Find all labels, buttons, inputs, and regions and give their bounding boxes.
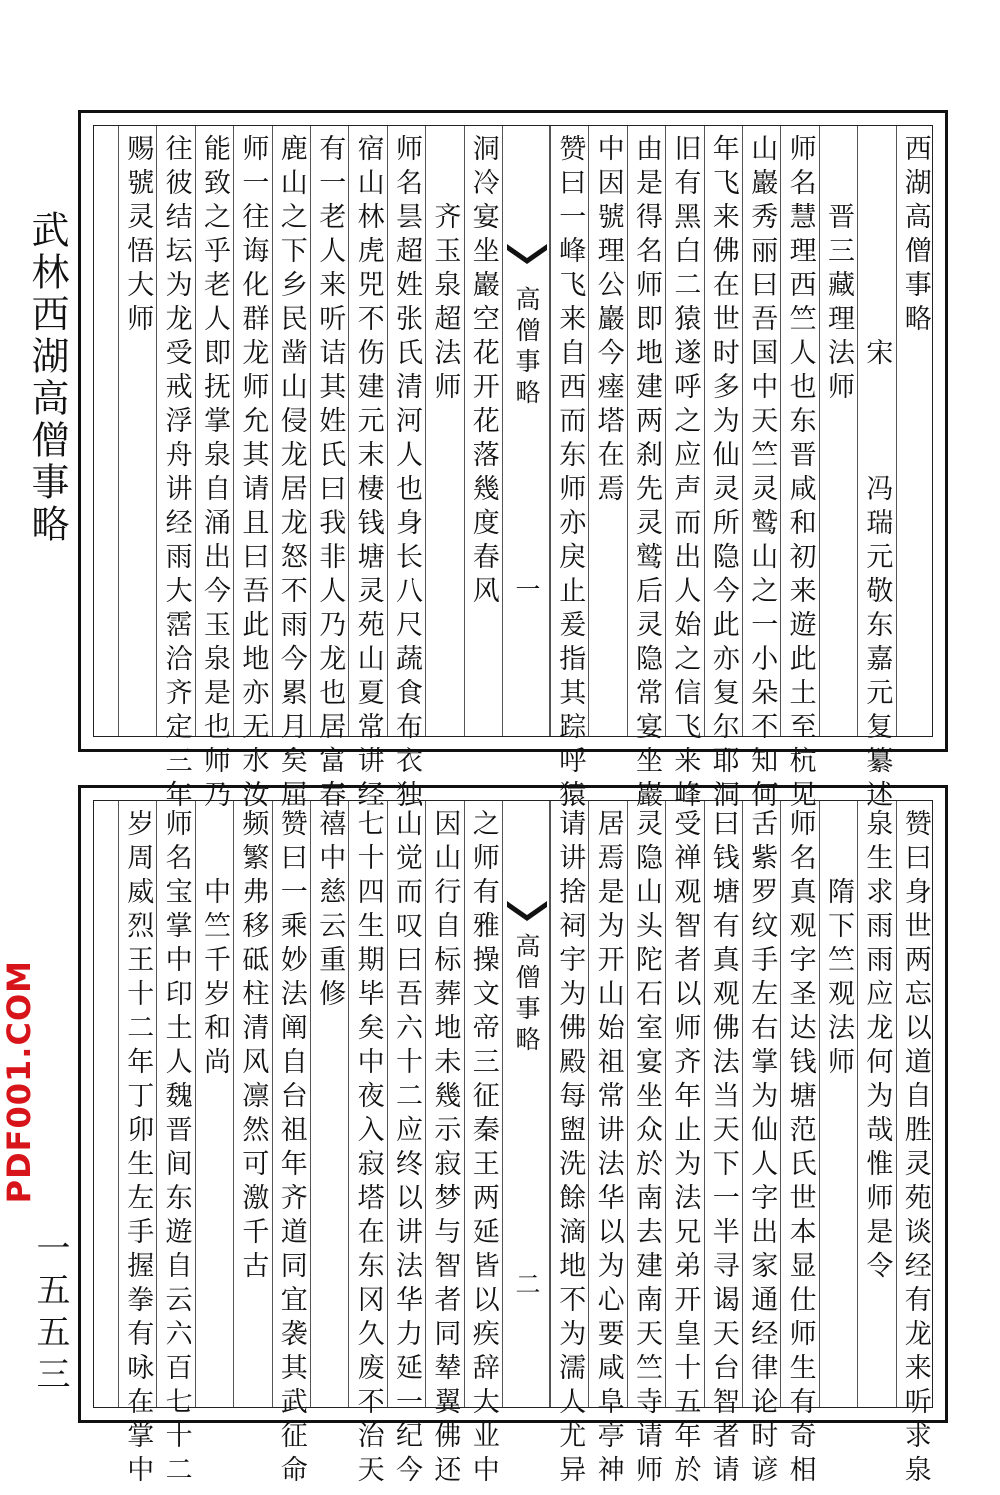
text-column: [272, 801, 310, 1489]
column-text: 赞曰一峰飞来自西而东师亦戾止爰指其踪呼猿: [554, 134, 586, 814]
text-column: [118, 126, 156, 736]
text-column: [819, 126, 857, 736]
column-text: 七十四生期毕矣中夜入寂塔在东冈久废不治天: [352, 809, 384, 1489]
text-column: [665, 126, 703, 814]
text-column: [857, 801, 895, 1407]
column-text: 舌紫罗纹手左右掌为仙人字出家通经律论时谚: [746, 809, 778, 1489]
text-column: [156, 801, 194, 1489]
text-column: [425, 126, 463, 736]
text-column: [550, 801, 588, 1489]
text-column: [233, 126, 271, 814]
text-column: [780, 801, 818, 1489]
column-text: 宋 冯瑞元敬东嘉元复纂述: [861, 134, 893, 814]
column-text: 中因號理公巖今瘗塔在焉: [592, 134, 624, 508]
column-text: 山巖秀丽曰吾国中天竺灵鹫山之一小朵不知何: [746, 134, 778, 814]
text-column: [896, 126, 934, 736]
column-text: 赞曰身世两忘以道自胜灵苑谈经有龙来听求泉: [899, 809, 931, 1489]
column-text: 师名真观字圣达钱塘范氏世本显仕师生有奇相: [784, 809, 816, 1489]
volume-page-number: 一五五三: [30, 1230, 70, 1398]
text-column: [588, 801, 626, 1489]
column-text: 居焉是为开山始祖常讲法华以为心要咸阜亭神: [592, 809, 624, 1489]
text-column: [780, 126, 818, 814]
center-fold-strip: [502, 126, 550, 736]
column-text: 洞冷宴坐巖空花开花落幾度春风: [467, 134, 499, 610]
watermark: PDF001.COM: [0, 960, 38, 1204]
text-column: [819, 801, 857, 1407]
column-text: 山觉而叹曰吾六十二应终以讲法华力延一纪今: [390, 809, 422, 1489]
text-column: [156, 126, 194, 814]
column-text: 师一往诲化群龙师允其请且曰吾此地亦无水汝: [237, 134, 269, 814]
text-column: [857, 126, 895, 814]
column-text: 受禅观智者以师齐年止为法兄弟开皇十五年於: [669, 809, 701, 1489]
column-text: 因山行自标葬地未幾示寂梦与智者同辇翼佛还: [429, 809, 461, 1489]
book-title-margin: 武林西湖高僧事略: [25, 210, 69, 546]
column-text: 由是得名师即地建两刹先灵鹫后灵隐常宴坐巖: [630, 134, 662, 814]
column-text: 请讲捨祠宇为佛殿每盥洗餘滴地不为濡人尤异: [554, 809, 586, 1489]
fishtail-ornament-icon: [507, 244, 547, 274]
text-column: [387, 126, 425, 814]
text-column: [118, 801, 156, 1489]
text-column: [348, 801, 386, 1489]
column-text: 岁周威烈王十二年丁卯生左手握拳有咏在掌中: [122, 809, 154, 1489]
leaf-number: 二: [512, 1271, 541, 1296]
column-text: 晋三藏理法师: [822, 134, 854, 406]
running-title: 高僧事略: [512, 933, 541, 1057]
text-column: [665, 801, 703, 1489]
column-text: 鹿山之下乡民凿山侵龙居龙怒不雨今累月矣屈: [275, 134, 307, 814]
text-column: [310, 126, 348, 814]
page-top: [78, 110, 948, 814]
column-text: 隋下竺观法师: [822, 809, 854, 1081]
running-title: 高僧事略: [512, 286, 541, 410]
column-text: 有一老人来听诘其姓氏曰我非人乃龙也居富春: [314, 134, 346, 814]
column-text: 师名宝掌中印土人魏晋间东遊自云六百七十二: [160, 809, 192, 1489]
text-column: [464, 801, 502, 1489]
column-text: 西湖高僧事略: [899, 134, 931, 338]
text-column: [742, 801, 780, 1489]
text-column: [550, 126, 588, 814]
text-column: [233, 801, 271, 1407]
text-column: [627, 801, 665, 1489]
column-text: 频繁弗移砥柱清风凛然可激千古: [237, 809, 269, 1285]
column-text: 泉生求雨雨应龙何为哉惟师是令: [861, 809, 893, 1285]
text-column: [195, 126, 233, 814]
text-column: [464, 126, 502, 736]
column-text: 往彼结坛为龙受戒浮舟讲经雨大霑洽齐定三年: [160, 134, 192, 814]
column-text: 师名慧理西竺人也东晋咸和初来遊此土至杭见: [784, 134, 816, 814]
column-text: 宿山林虎兕不伤建元末棲钱塘灵苑山夏常讲经: [352, 134, 384, 814]
text-column: [387, 801, 425, 1489]
column-text: 齐玉泉超法师: [429, 134, 461, 406]
column-text: 曰钱塘有真观佛法当天下一半寻谒天台智者请: [707, 809, 739, 1489]
leaf-number: 一: [512, 576, 541, 601]
text-column: [310, 801, 348, 1407]
page-bottom: [78, 785, 948, 1489]
column-text: 旧有黑白二猿遂呼之应声而出人始之信飞来峰: [669, 134, 701, 814]
column-text: 师名昙超姓张氏清河人也身长八尺蔬食布衣独: [390, 134, 422, 814]
text-column: [704, 801, 742, 1489]
page-bottom-text-area: [93, 800, 933, 1489]
text-column: [704, 126, 742, 814]
page-top-text-area: [93, 125, 933, 814]
text-column: [627, 126, 665, 814]
center-fold-strip: [502, 801, 550, 1407]
text-column: [195, 801, 233, 1407]
column-text: 能致之乎老人即抚掌泉自涌出今玉泉是也师乃: [198, 134, 230, 814]
text-column: [588, 126, 626, 736]
text-column: [425, 801, 463, 1489]
column-text: 赐號灵悟大师: [122, 134, 154, 338]
column-text: 之师有雅操文帝三征秦王两延皆以疾辞大业中: [467, 809, 499, 1489]
column-text: 禧中慈云重修: [314, 809, 346, 1013]
text-column: [272, 126, 310, 814]
fishtail-ornament-icon: [507, 901, 547, 931]
text-column: [896, 801, 934, 1489]
column-text: 赞曰一乘妙法阐自台祖年齐道同宜袭其武征命: [275, 809, 307, 1489]
column-text: 年飞来佛在世时多为仙灵所隐今此亦复尔耶洞: [707, 134, 739, 814]
text-column: [742, 126, 780, 814]
column-text: 灵隐山头陀石室宴坐众於南去建南天竺寺请师: [630, 809, 662, 1489]
text-column: [348, 126, 386, 814]
column-text: 中竺千岁和尚: [198, 809, 230, 1081]
